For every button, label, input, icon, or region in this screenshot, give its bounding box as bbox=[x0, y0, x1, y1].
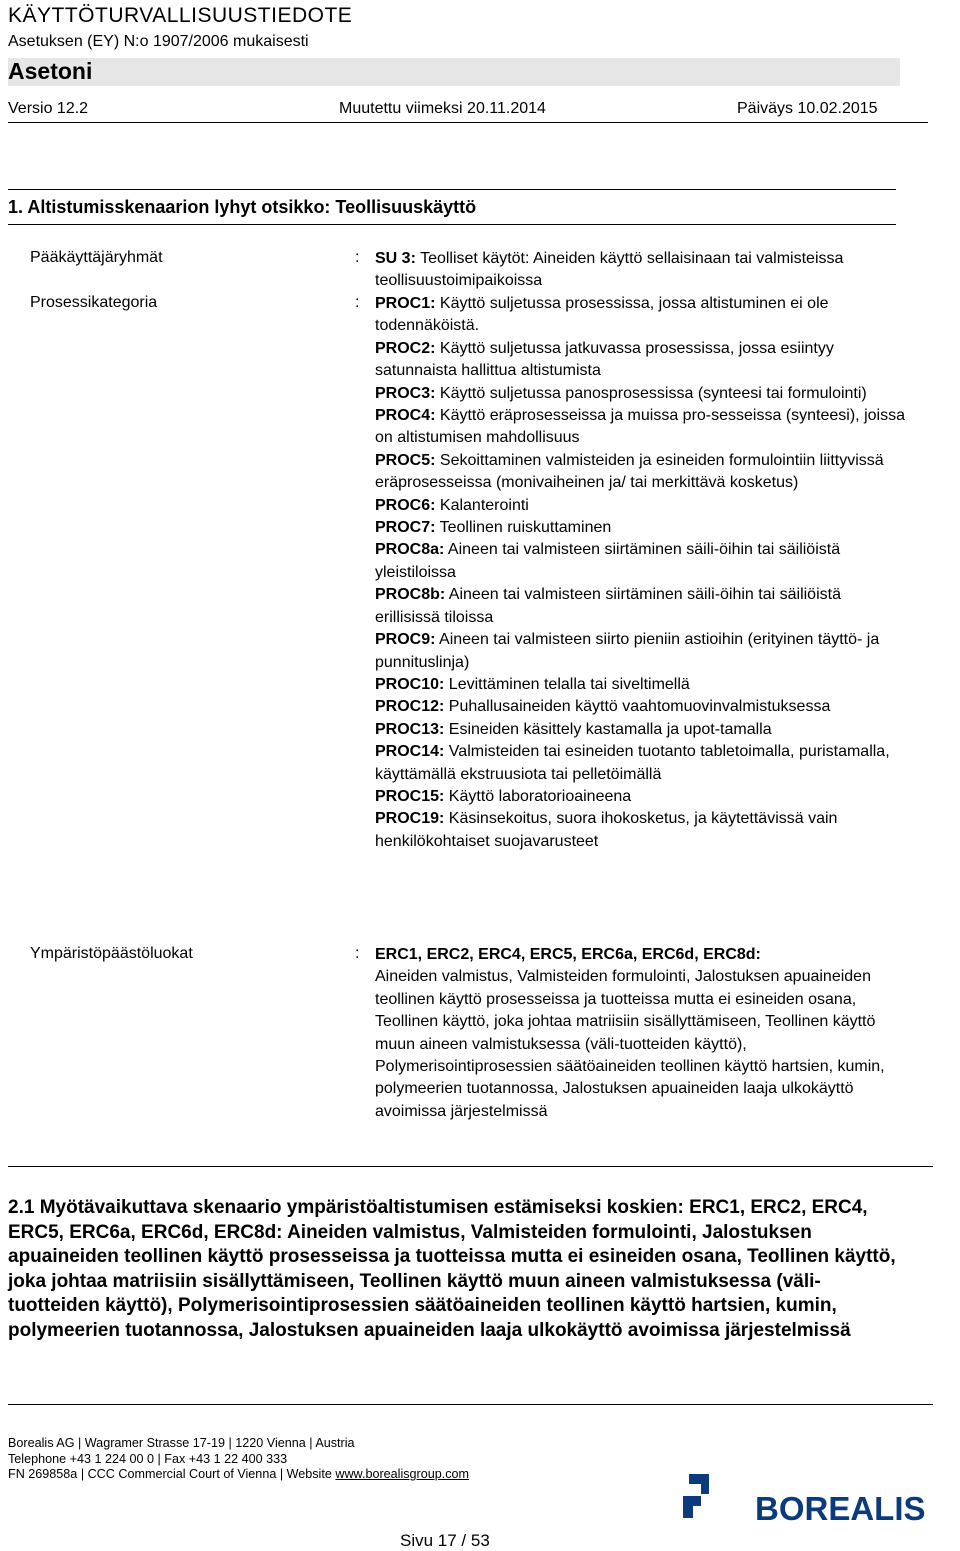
proc-item bbox=[375, 450, 905, 495]
proc-item bbox=[375, 808, 905, 853]
issue-date: Päiväys 10.02.2015 bbox=[737, 100, 878, 117]
proc-description: Puhallusaineiden käyttö vaahtomuovinvalmistuksessa bbox=[444, 698, 831, 716]
proc-description: Käsinsekoitus, suora ihokosketus, ja käytettävissä vain henkilökohtaiset suojavarusteet bbox=[375, 810, 838, 850]
regulation-reference: Asetuksen (EY) N:o 1907/2006 mukaisesti bbox=[8, 33, 309, 50]
footer-address: Borealis AG | Wagramer Strasse 17-19 | 1220 Vienna | Austria bbox=[8, 1436, 355, 1450]
proc-code: PROC2: bbox=[375, 339, 436, 357]
section-divider-bottom bbox=[8, 224, 896, 225]
logo-wordmark: BOREALIS bbox=[755, 1490, 926, 1527]
proc-item bbox=[375, 495, 905, 517]
proc-item bbox=[375, 405, 905, 450]
proc-description: Kalanterointi bbox=[435, 496, 529, 514]
proc-item bbox=[375, 539, 905, 584]
section-divider-top bbox=[8, 189, 896, 190]
product-name: Asetoni bbox=[8, 58, 93, 84]
proc-description: Käyttö eräprosesseissa ja muissa pro-sesseissa (synteesi), joissa on altistumisen mahdollisuus bbox=[375, 407, 905, 447]
proc-description: Käyttö suljetussa panosprosessissa (synteesi tai formulointi) bbox=[435, 384, 867, 402]
borealis-logo bbox=[683, 1472, 953, 1537]
process-category-label: Prosessikategoria bbox=[30, 294, 158, 311]
process-category-list bbox=[375, 293, 905, 853]
proc-code: PROC15: bbox=[375, 787, 445, 805]
proc-code: PROC1: bbox=[375, 295, 436, 312]
proc-item bbox=[375, 741, 905, 786]
footer-divider bbox=[8, 1404, 933, 1405]
footer-registry: FN 269858a | CCC Commercial Court of Vienna | Website www.borealisgroup.com bbox=[8, 1467, 470, 1481]
colon: : bbox=[355, 945, 360, 962]
su-text: Teolliset käytöt: Aineiden käyttö sellaisinaan tai valmisteissa teollisuustoimipaikoissa bbox=[375, 250, 844, 290]
proc-item bbox=[375, 584, 905, 629]
section-2-1-title: 2.1 Myötävaikuttava skenaario ympäristöaltistumisen estämiseksi koskien: ERC1, ERC2, ERC4, ERC5, ERC6a, ERC6d, ERC8d: Aineiden valmistus, Valmisteiden formulointi, Jalostuksen apuaineiden teollinen käyttö prosesseissa ja tuotteissa mutta ei esineiden osana, Teollinen käyttö, joka johtaa matriisiin sisällyttämiseen, Teollinen käyttö muun aineen valmistuksessa (väli-tuotteiden käyttö), Polymerisointiprosessien säätöaineiden teollinen käyttö hartsien, kumin, polymeerien tuotannossa, Jalostuksen apuaineiden laaja ulkokäyttö avoimissa järjestelmissä bbox=[8, 1197, 896, 1341]
erc-codes: ERC1, ERC2, ERC4, ERC5, ERC6a, ERC6d, ERC8d: bbox=[375, 946, 761, 963]
proc-description: Valmisteiden tai esineiden tuotanto tabletoimalla, puristamalla, käyttämällä ekstruusiota tai pelletöimällä bbox=[375, 743, 890, 783]
proc-item bbox=[375, 629, 905, 674]
proc-item bbox=[375, 293, 905, 338]
erc-description: Aineiden valmistus, Valmisteiden formulointi, Jalostuksen apuaineiden teollinen käyttö prosesseissa ja tuotteissa mutta ei esineiden osana, Teollinen käyttö, joka johtaa matriisiin sisällyttämiseen, Teollinen käyttö muun aineen valmistuksessa (väli-tuotteiden käyttö), Polymerisointiprosessien säätöaineiden teollinen käyttö hartsien, kumin, polymeerien tuotannossa, Jalostuksen apuaineiden laaja ulkokäyttö avoimissa järjestelmissä bbox=[375, 968, 885, 1120]
proc-description: Käyttö suljetussa jatkuvassa prosessissa, jossa esiintyy satunnaista hallittua altistumista bbox=[375, 339, 834, 380]
proc-item bbox=[375, 786, 905, 808]
proc-item bbox=[375, 719, 905, 741]
proc-item bbox=[375, 696, 905, 718]
proc-code: PROC8a: bbox=[375, 541, 445, 559]
proc-code: PROC19: bbox=[375, 810, 445, 828]
user-groups-label: Pääkäyttäjäryhmät bbox=[30, 249, 163, 266]
colon: : bbox=[355, 294, 360, 311]
proc-item bbox=[375, 383, 905, 405]
footer-phone: Telephone +43 1 224 00 0 | Fax +43 1 22 400 333 bbox=[8, 1452, 288, 1466]
proc-description: Aineen tai valmisteen siirtäminen säili-öihin tai säiliöistä erillisissä tiloissa bbox=[375, 586, 841, 626]
proc-code: PROC3: bbox=[375, 384, 436, 402]
proc-item bbox=[375, 674, 905, 696]
proc-description: Aineen tai valmisteen siirtäminen säili-öihin tai säiliöistä yleistiloissa bbox=[375, 541, 841, 581]
user-groups-value bbox=[375, 248, 905, 293]
colon: : bbox=[355, 249, 360, 266]
proc-code: PROC6: bbox=[375, 496, 436, 514]
modified-date: Muutettu viimeksi 20.11.2014 bbox=[339, 100, 546, 117]
proc-code: PROC10: bbox=[375, 675, 445, 693]
document-title: KÄYTTÖTURVALLISUUSTIEDOTE bbox=[8, 4, 353, 27]
proc-item bbox=[375, 338, 905, 383]
product-name-bar bbox=[8, 58, 900, 86]
proc-description: Sekoittaminen valmisteiden ja esineiden formulointiin liittyvissä eräprosesseissa (monivaiheinen ja/ tai merkittävä kosketus) bbox=[375, 451, 884, 492]
proc-description: Esineiden käsittely kastamalla ja upot-tamalla bbox=[444, 720, 772, 738]
proc-code: PROC9: bbox=[375, 631, 436, 649]
proc-code: PROC8b: bbox=[375, 586, 446, 604]
proc-code: PROC4: bbox=[375, 407, 436, 425]
proc-description: Aineen tai valmisteen siirto pieniin astioihin (erityinen täyttö- ja punnituslinja) bbox=[375, 631, 880, 671]
proc-code: PROC12: bbox=[375, 698, 445, 716]
version-row bbox=[8, 100, 928, 123]
version-label: Versio 12.2 bbox=[8, 100, 89, 117]
proc-description: Käyttö suljetussa prosessissa, jossa altistuminen ei ole todennäköistä. bbox=[375, 295, 829, 335]
proc-description: Teollinen ruiskuttaminen bbox=[435, 519, 612, 537]
proc-code: PROC7: bbox=[375, 519, 436, 537]
env-release-label: Ympäristöpäästöluokat bbox=[30, 945, 193, 962]
su-code: SU 3: bbox=[375, 250, 416, 267]
proc-description: Levittäminen telalla tai siveltimellä bbox=[444, 675, 690, 693]
proc-code: PROC5: bbox=[375, 451, 436, 469]
page-number: Sivu 17 / 53 bbox=[400, 1531, 490, 1550]
env-release-value bbox=[375, 944, 905, 1123]
section-21-divider bbox=[8, 1166, 933, 1167]
proc-item bbox=[375, 517, 905, 539]
proc-code: PROC14: bbox=[375, 743, 445, 761]
proc-code: PROC13: bbox=[375, 720, 445, 738]
proc-description: Käyttö laboratorioaineena bbox=[444, 787, 632, 805]
section-1-title: 1. Altistumisskenaarion lyhyt otsikko: Teollisuuskäyttö bbox=[8, 197, 477, 217]
website-link[interactable]: www.borealisgroup.com bbox=[335, 1467, 470, 1481]
